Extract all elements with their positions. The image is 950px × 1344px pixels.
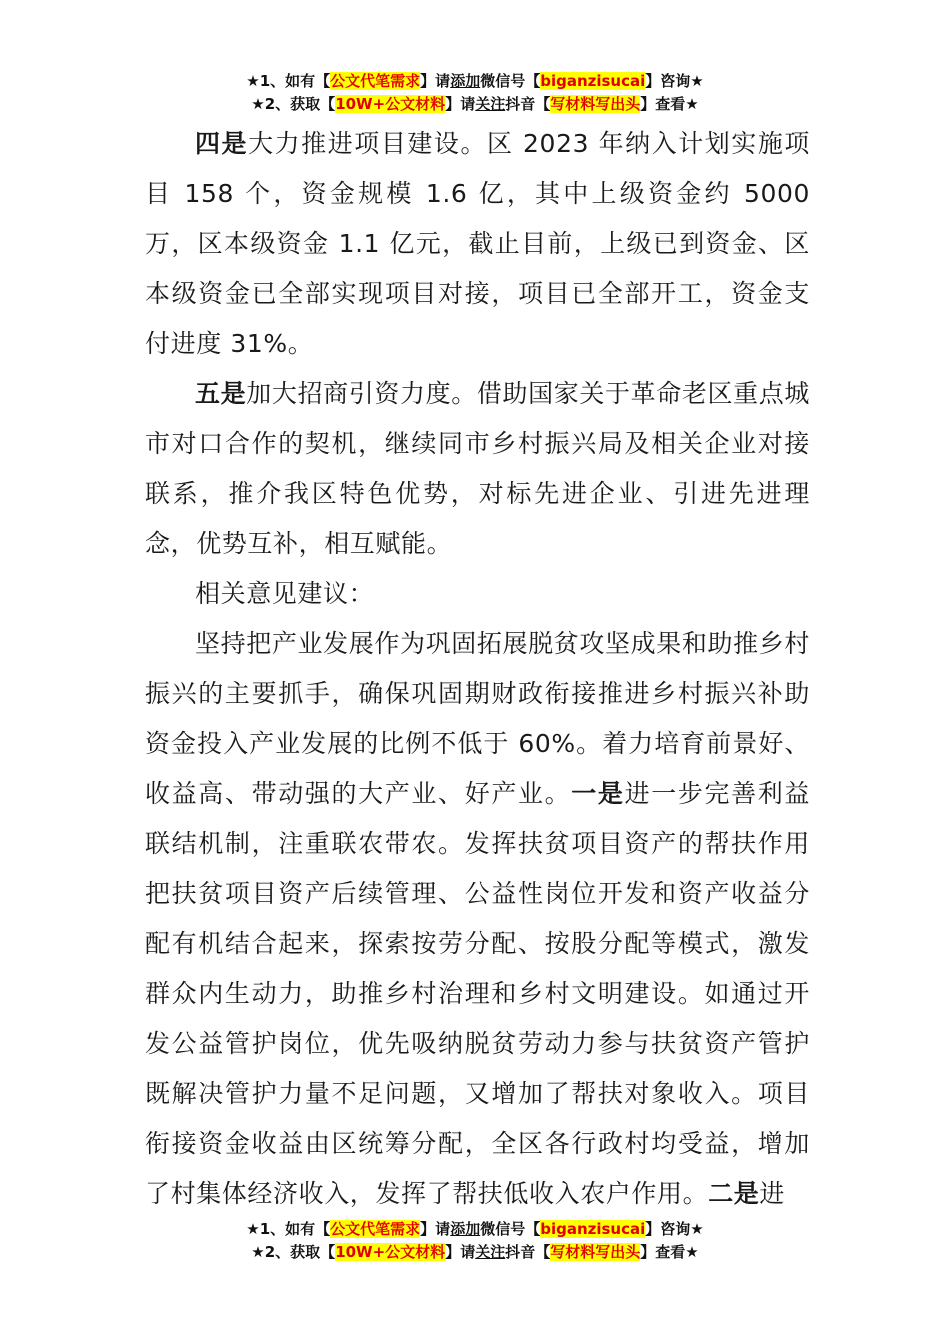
document-body	[145, 119, 810, 1219]
footer-banner	[0, 1218, 950, 1264]
highlight-materials: 10W+公文材料	[335, 1243, 446, 1261]
footer-banner-line-2: ★2、获取【10W+公文材料】请关注抖音【写材料写出头】查看★	[251, 1243, 699, 1261]
highlight-wechat-id: biganzisucai	[540, 72, 646, 90]
footer-banner-line-1: ★1、如有【公文代笔需求】请添加微信号【biganzisucai】咨询★	[246, 1220, 704, 1238]
highlight-materials: 10W+公文材料	[335, 95, 446, 113]
paragraph-four: 四是大力推进项目建设。区 2023 年纳入计划实施项目 158 个，资金规模 1.6 亿，其中上级资金约 5000 万，区本级资金 1.1 亿元，截止目前，上级已到资金、区本级资金已全部实现项目对接，项目已全部开工，资金支付进度 31%。	[145, 129, 810, 358]
highlight-wechat-id: biganzisucai	[540, 1220, 646, 1238]
banner-line-2: ★2、获取【10W+公文材料】请关注抖音【写材料写出头】查看★	[251, 95, 699, 113]
highlight-service: 公文代笔需求	[330, 72, 421, 90]
paragraph-five: 五是加大招商引资力度。借助国家关于革命老区重点城市对口合作的契机，继续同市乡村振兴局及相关企业对接联系，推介我区特色优势，对标先进企业、引进先进理念，优势互补，相互赋能。	[145, 379, 811, 558]
section-heading: 相关意见建议：	[195, 579, 375, 608]
highlight-douyin-id: 写材料写出头	[550, 1243, 641, 1261]
highlight-douyin-id: 写材料写出头	[550, 95, 641, 113]
header-banner	[0, 70, 950, 116]
highlight-service: 公文代笔需求	[330, 1220, 421, 1238]
banner-line-1: ★1、如有【公文代笔需求】请添加微信号【biganzisucai】咨询★	[246, 72, 704, 90]
paragraph-suggestions: 坚持把产业发展作为巩固拓展脱贫攻坚成果和助推乡村振兴的主要抓手，确保巩固期财政衔接推进乡村振兴补助资金投入产业发展的比例不低于 60%。着力培育前景好、收益高、带动强的大产业、好产业。一是进一步完善利益联结机制，注重联农带农。发挥扶贫项目资产的帮扶作用把扶贫项目资产后续管理、公益性岗位开发和资产收益分配有机结合起来，探索按劳分配、按股分配等模式，激发群众内生动力，助推乡村治理和乡村文明建设。如通过开发公益管护岗位，优先吸纳脱贫劳动力参与扶贫资产管护既解决管护力量不足问题，又增加了帮扶对象收入。项目衔接资金收益由区统筹分配，全区各行政村均受益，增加了村集体经济收入，发挥了帮扶低收入农户作用。二是进	[145, 629, 811, 1208]
